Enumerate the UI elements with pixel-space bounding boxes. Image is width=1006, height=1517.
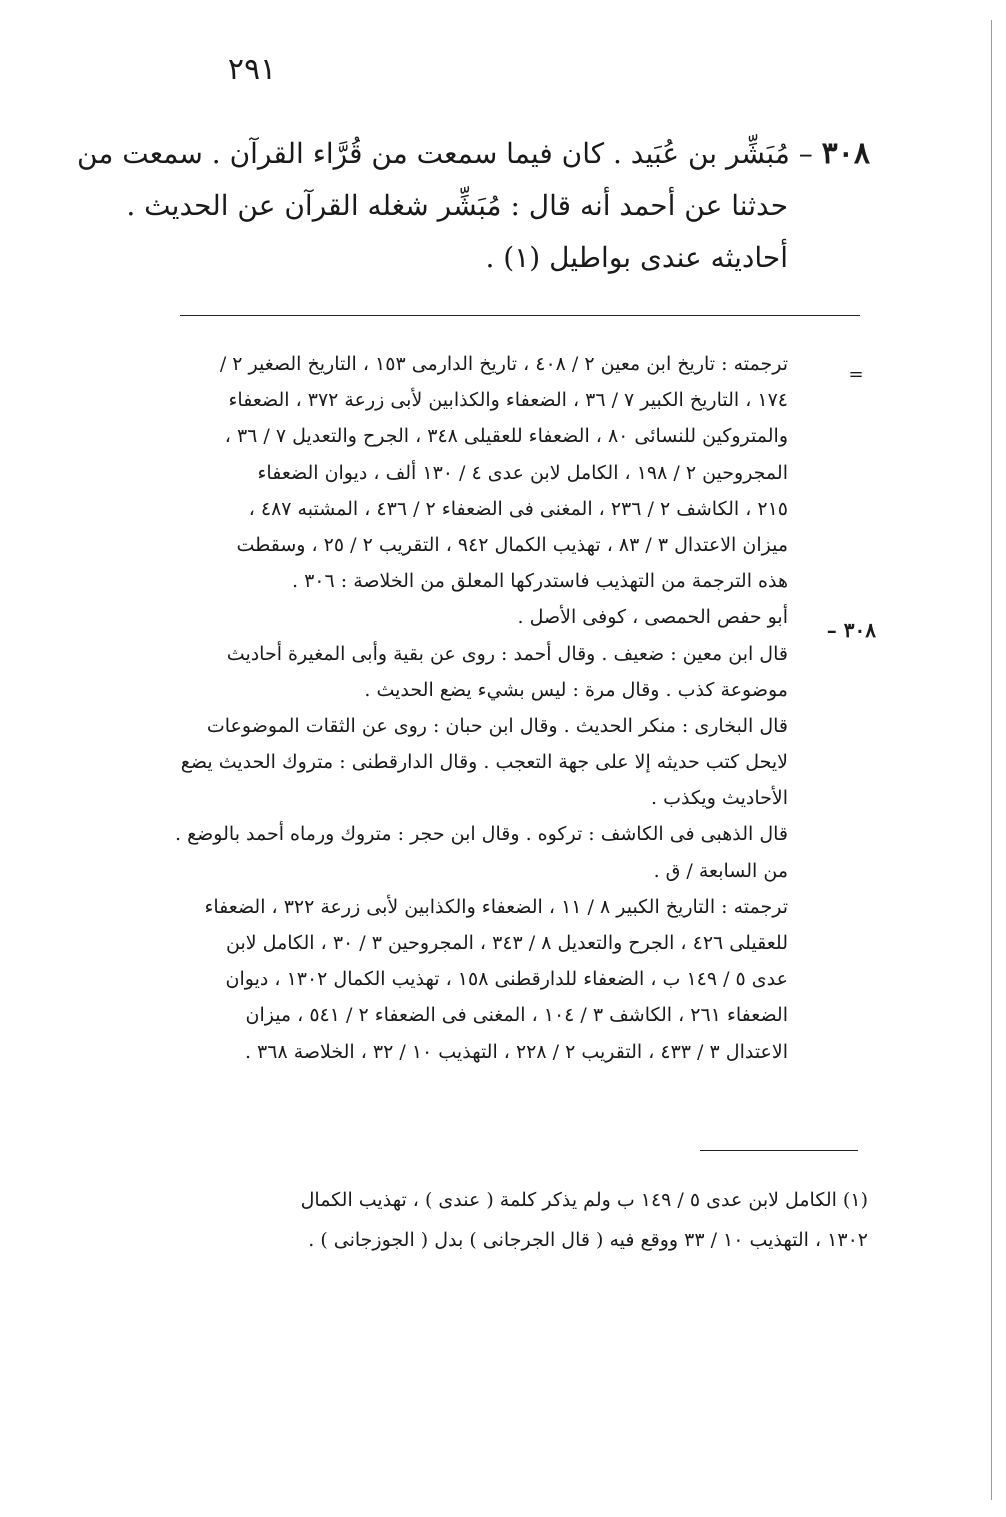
commentary-line: قال الذهبى فى الكاشف : تركوه . وقال ابن حجر : متروك ورماه أحمد بالوضع . (174, 823, 788, 846)
main-entry-line (77, 128, 870, 180)
footnote-rule (700, 1150, 858, 1151)
commentary-line: قال البخارى : منكر الحديث . وقال ابن حبان : روى عن الثقات الموضوعات (206, 714, 788, 737)
separator-rule (180, 315, 860, 316)
commentary-line: هذه الترجمة من التهذيب فاستدركها المعلق من الخلاصة : ٣٠٦ . (292, 570, 788, 593)
commentary-line: الأحاديث ويكذب . (651, 787, 788, 810)
commentary-line: من السابعة / ق . (653, 859, 788, 882)
commentary-line: قال ابن معين : ضعيف . وقال أحمد : روى عن بقية وأبى المغيرة أحاديث (226, 642, 788, 665)
footnote-line: (١) الكامل لابن عدى ٥ / ١٤٩ ب ولم يذكر كلمة ( عندى ) ، تهذيب الكمال (300, 1189, 868, 1211)
commentary-block (174, 346, 788, 1070)
commentary-line: ترجمته : التاريخ الكبير ٨ / ١١ ، الضعفاء والكذابين لأبى زرعة ٣٢٢ ، الضعفاء (204, 895, 788, 918)
main-entry (77, 128, 870, 284)
commentary-line: عدى ٥ / ١٤٩ ب ، الضعفاء للدارقطنى ١٥٨ ، تهذيب الكمال ١٣٠٢ ، ديوان (225, 968, 788, 991)
continuation-mark: = (848, 364, 864, 385)
entry-number: ٣٠٨ (821, 136, 870, 171)
footnote-line: ١٣٠٢ ، التهذيب ١٠ / ٣٣ ووقع فيه ( قال الجرجانى ) بدل ( الجوزجانى ) . (308, 1229, 868, 1251)
main-entry-line: حدثنا عن أحمد أنه قال : مُبَشِّر شغله القرآن عن الحديث . (126, 189, 788, 222)
commentary-line: موضوعة كذب . وقال مرة : ليس بشيء يضع الحديث . (364, 678, 788, 701)
commentary-line: لايحل كتب حديثه إلا على جهة التعجب . وقال الدارقطنى : متروك الحديث يضع (180, 751, 788, 774)
commentary-line: للعقيلى ٤٢٦ ، الجرح والتعديل ٨ / ٣٤٣ ، المجروحين ٣ / ٣٠ ، الكامل لابن (226, 932, 788, 954)
page-number: ٢٩١ (227, 52, 277, 87)
commentary-line: الضعفاء ٢٦١ ، الكاشف ٣ / ١٠٤ ، المغنى فى الضعفاء ٢ / ٥٤١ ، ميزان (245, 1004, 788, 1027)
commentary-line: ٢١٥ ، الكاشف ٢ / ٢٣٦ ، المغنى فى الضعفاء ٢ / ٤٣٦ ، المشتبه ٤٨٧ ، (248, 497, 788, 520)
commentary-line: ترجمته : تاريخ ابن معين ٢ / ٤٠٨ ، تاريخ الدارمى ١٥٣ ، التاريخ الصغير ٢ / (219, 353, 788, 375)
main-entry-line: أحاديثه عندى بواطيل (١) . (485, 241, 788, 274)
sub-entry-number: ٣٠٨ – (826, 618, 876, 642)
entry-text: – مُبَشِّر بن عُبَيد . كان فيما سمعت من قُرَّاء القرآن . سمعت من (77, 137, 813, 170)
commentary-line: المجروحين ٢ / ١٩٨ ، الكامل لابن عدى ٤ / ١٣٠ ألف ، ديوان الضعفاء (257, 461, 788, 484)
commentary-line: والمتروكين للنسائى ٨٠ ، الضعفاء للعقيلى ٣٤٨ ، الجرح والتعديل ٧ / ٣٦ ، (224, 425, 788, 448)
commentary-line: أبو حفص الحمصى ، كوفى الأصل . (517, 606, 788, 629)
commentary-line: ميزان الاعتدال ٣ / ٨٣ ، تهذيب الكمال ٩٤٢ ، التقريب ٢ / ٢٥ ، وسقطت (236, 533, 788, 556)
commentary-line: ١٧٤ ، التاريخ الكبير ٧ / ٣٦ ، الضعفاء والكذابين لأبى زرعة ٣٧٢ ، الضعفاء (228, 389, 788, 412)
footnote (168, 1180, 868, 1260)
scan-edge-line (991, 20, 992, 1500)
commentary-line: الاعتدال ٣ / ٤٣٣ ، التقريب ٢ / ٢٢٨ ، التهذيب ١٠ / ٣٢ ، الخلاصة ٣٦٨ . (244, 1040, 788, 1063)
